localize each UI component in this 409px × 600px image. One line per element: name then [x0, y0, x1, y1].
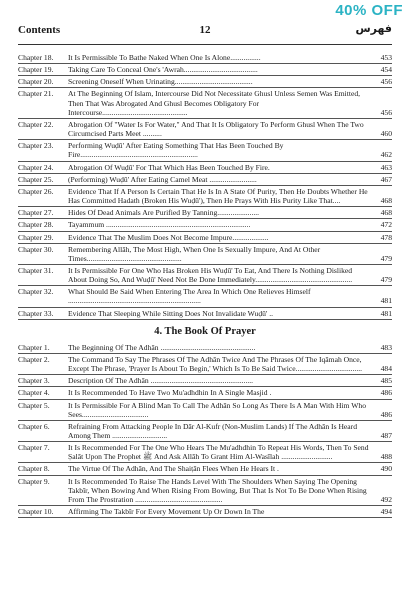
page-ref: 467	[380, 174, 392, 184]
toc-entry	[18, 77, 392, 88]
chapter-title: Abrogation Of Wuḍū' For That Which Has Been Touched By Fire.	[68, 162, 270, 172]
page-ref: 478	[380, 232, 392, 242]
page-ref: 453	[380, 53, 392, 62]
toc-entry	[18, 401, 392, 421]
chapter-title: Remembering Allāh, The Most High, When One Is Sexually Impure, And At Other Times..................................................	[68, 244, 321, 263]
chapter-title: What Should Be Said When Entering The Area In Which One Relieves Himself ......................................................................	[68, 287, 311, 306]
chapter-title: It Is Permissible For One Who Has Broken His Wuḍū' To Eat, And There Is Nothing Disliked About Doing So, And Wuḍū' Need Not Be Done Immediately...................................................	[68, 265, 353, 285]
page-ref: 486	[380, 409, 392, 419]
chapter-number: Chapter 22.	[18, 119, 54, 129]
header-rule	[18, 44, 392, 45]
chapter-title: (Performing) Wuḍū' After Eating Camel Meat .........................	[68, 174, 257, 184]
chapter-title: At The Beginning Of Islam, Intercourse Did Not Necessitate Ghusl Unless Semen Was Emitted, Then That Was Abrogated And Ghusl Becomes Obligatory For Intercourse.............................................	[68, 89, 361, 117]
page-ref: 454	[380, 65, 392, 75]
chapter-number: Chapter 10.	[18, 507, 54, 517]
discount-badge: 40% OFF	[335, 2, 403, 19]
page-ref: 488	[380, 452, 392, 462]
chapter-title: Evidence That If A Person Is Certain That He Is In A State Of Purity, Then He Doubts Whether He Has Committed Hadath (Broken His Wuḍū'), Then He Prays With His Purity Like That....	[68, 186, 368, 206]
page-ref: 485	[380, 376, 392, 386]
chapter-number: Chapter 29.	[18, 232, 54, 242]
page-ref: 456	[380, 77, 392, 87]
chapter-title: Refraining From Attacking People In Dār Al-Kufr (Non-Muslim Lands) If The Adhān Is Heard Among Them .............................	[68, 421, 357, 440]
page-ref: 481	[380, 296, 392, 306]
contents-page	[18, 22, 392, 519]
chapter-number: Chapter 9.	[18, 476, 50, 486]
chapter-title: The Virtue Of The Adhān, And The Shaiṭān Flees When He Hears It .	[68, 464, 279, 474]
chapter-number: Chapter 19.	[18, 65, 54, 75]
page-ref: 479	[380, 275, 392, 285]
chapter-number: Chapter 8.	[18, 464, 50, 474]
toc-entry	[18, 343, 392, 354]
toc-entry	[18, 233, 392, 244]
page-ref: 486	[380, 388, 392, 398]
toc-entry	[18, 309, 392, 320]
chapter-number: Chapter 21.	[18, 89, 54, 99]
chapter-number: Chapter 28.	[18, 220, 54, 230]
page-ref: 484	[380, 364, 392, 374]
toc-entry	[18, 422, 392, 442]
toc-entry	[18, 355, 392, 375]
chapter-title: It Is Recommended To Have Two Mu'adhdhin In A Single Masjid .	[68, 388, 272, 398]
chapter-title: It Is Recommended For The One Who Hears The Mu'adhdhin To Repeat His Words, Then To Send Ṣalāt Upon The Prophet ﷺ And Ask Allāh To Grant Him Al-Wasīlah ...........................	[68, 443, 369, 462]
chapter-title: Screening Oneself When Urinating.........................................	[68, 77, 253, 87]
page-ref: 472	[380, 220, 392, 230]
toc-entry	[18, 287, 392, 307]
section1-entries	[18, 53, 392, 320]
toc-entry	[18, 464, 392, 475]
toc-entry	[18, 443, 392, 463]
toc-entry	[18, 507, 392, 518]
section-title: 4. The Book Of Prayer	[154, 325, 256, 337]
chapter-title: Description Of The Adhān ......................................................	[68, 376, 254, 386]
chapter-number: Chapter 33.	[18, 308, 54, 318]
header-left: Contents	[18, 24, 61, 36]
page-ref: 494	[380, 507, 392, 517]
chapter-title: Performing Wuḍū' After Eating Something That Has Been Touched By Fire..............................................................	[68, 141, 284, 160]
chapter-number: Chapter 1.	[18, 342, 50, 352]
chapter-title: The Command To Say The Phrases Of The Adhān Twice And The Phrases Of The Iqāmah Once, Except The Phrase, 'Prayer Is About To Begin,' Which Is To Be Said Twice...................................	[68, 354, 363, 374]
chapter-title: It Is Permissible To Bathe Naked When One Is Alone................	[68, 53, 261, 62]
section2-entries	[18, 343, 392, 519]
chapter-title: Hides Of Dead Animals Are Purified By Tanning......................	[68, 208, 260, 218]
chapter-title: Evidence That The Muslim Does Not Become Impure...................	[68, 232, 269, 242]
page-ref: 479	[380, 253, 392, 263]
toc-entry	[18, 65, 392, 76]
chapter-number: Chapter 20.	[18, 77, 54, 87]
toc-entry	[18, 141, 392, 161]
toc-entry	[18, 187, 392, 207]
page-ref: 460	[380, 129, 392, 139]
chapter-number: Chapter 3.	[18, 376, 50, 386]
toc-entry	[18, 220, 392, 231]
chapter-number: Chapter 26.	[18, 186, 54, 196]
toc-entry	[18, 163, 392, 174]
chapter-number: Chapter 25.	[18, 174, 54, 184]
chapter-title: Evidence That Sleeping While Sitting Does Not Invalidate Wuḍū' ..	[68, 308, 274, 318]
page-ref: 468	[380, 196, 392, 206]
chapter-number: Chapter 2.	[18, 354, 50, 364]
chapter-number: Chapter 32.	[18, 287, 54, 297]
chapter-number: Chapter 23.	[18, 141, 54, 151]
page-ref: 463	[380, 162, 392, 172]
page-ref: 483	[380, 342, 392, 352]
page-ref: 468	[380, 208, 392, 218]
toc-entry	[18, 266, 392, 286]
toc-entry	[18, 53, 392, 64]
chapter-title: Tayammum ............................................................................	[68, 220, 251, 230]
chapter-title: Affirming The Takbīr For Every Movement Up Or Down In The	[68, 507, 265, 517]
page-ref: 487	[380, 431, 392, 440]
toc-entry	[18, 376, 392, 387]
chapter-number: Chapter 6.	[18, 421, 50, 431]
chapter-number: Chapter 24.	[18, 162, 54, 172]
toc-entry	[18, 388, 392, 399]
toc-entry	[18, 477, 392, 506]
toc-entry	[18, 245, 392, 265]
chapter-number: Chapter 31.	[18, 265, 54, 275]
toc-entry	[18, 120, 392, 140]
chapter-title: The Beginning Of The Adhān ..................................................	[68, 342, 256, 352]
chapter-number: Chapter 18.	[18, 53, 54, 62]
chapter-number: Chapter 30.	[18, 244, 54, 254]
chapter-number: Chapter 5.	[18, 400, 50, 410]
chapter-title: Taking Care To Conceal One's 'Awrah.......................................	[68, 65, 258, 75]
chapter-title: It Is Permissible For A Blind Man To Call The Adhān So Long As There Is A Man With Him Who Sees...................................	[68, 400, 366, 419]
page-ref: 456	[380, 107, 392, 117]
chapter-number: Chapter 7.	[18, 443, 50, 453]
toc-entry	[18, 89, 392, 118]
chapter-number: Chapter 4.	[18, 388, 50, 398]
page-ref: 481	[380, 308, 392, 318]
page-ref: 490	[380, 464, 392, 474]
page-number: 12	[199, 24, 211, 36]
running-header	[18, 22, 392, 42]
chapter-number: Chapter 27.	[18, 208, 54, 218]
page-ref: 462	[380, 150, 392, 160]
toc-entry	[18, 175, 392, 186]
toc-entry	[18, 208, 392, 219]
header-arabic: فهرس	[355, 22, 392, 35]
page-ref: 492	[380, 494, 392, 504]
chapter-title: Abrogation Of "Water Is For Water," And That It Is Obligatory To Perform Ghusl When The Two Circumcised Parts Meet ..........	[68, 119, 364, 139]
chapter-title: It Is Recommended To Raise The Hands Level With The Shoulders When Saying The Opening Takbīr, When Bowing And When Rising From Bowing, But That Is Not To Be Done When Rising From The Prostration ..............................................	[68, 476, 367, 504]
